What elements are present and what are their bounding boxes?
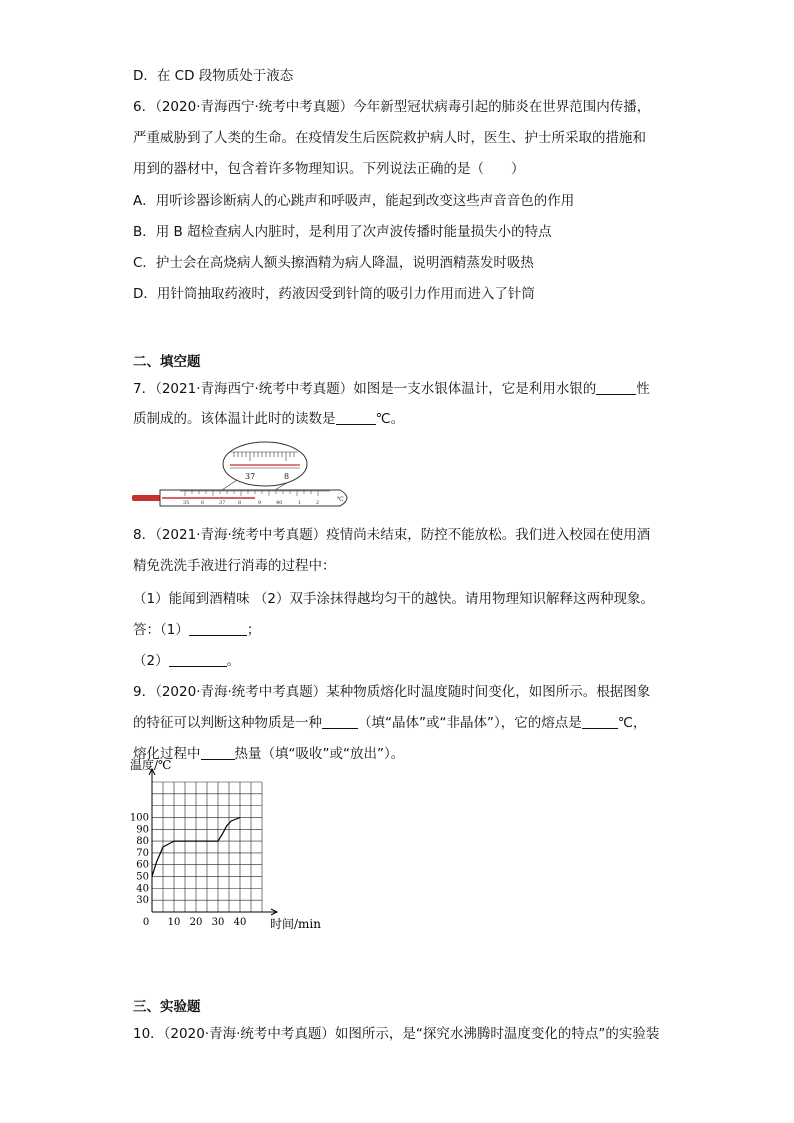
q7-line-1 [133, 380, 650, 398]
melting-chart [129, 758, 330, 950]
y-tick-label: 70 [136, 847, 149, 859]
q10-line-1: 10．（2020·青海·统考中考真题）如图所示，是“探究水沸腾时温度变化的特点”的实验装 [133, 1026, 660, 1042]
q8-answer-2 [133, 652, 240, 670]
q9-line-2 [133, 714, 646, 732]
q6-line-3: 用到的器材中，包含着许多物理知识。下列说法正确的是（ ） [133, 161, 525, 177]
q9-line2-b: （填“晶体”或“非晶体”），它的熔点是 [358, 715, 582, 731]
section-title-fill-in: 二、填空题 [133, 354, 201, 370]
scale-label: 9 [258, 500, 262, 506]
q8-answer-2-label: （2） [133, 653, 169, 669]
scale-unit: ℃ [337, 496, 344, 503]
scale-label: 37 [219, 500, 226, 506]
q5-option-d: D．在 CD 段物质处于液态 [133, 68, 294, 84]
q7-blank-1[interactable] [596, 380, 636, 395]
y-tick-label: 90 [136, 824, 149, 836]
scale-label: 6 [201, 500, 205, 506]
x-tick-label: 40 [233, 917, 247, 928]
zoom-magnifier [223, 442, 307, 486]
scale-label: 1 [298, 500, 302, 506]
scale-label: 8 [238, 500, 242, 506]
q9-blank-3[interactable] [201, 745, 235, 760]
x-tick-label: 0 [142, 917, 150, 928]
x-axis-label: 时间/min [270, 917, 321, 931]
thermometer-bulb [132, 495, 162, 501]
y-tick-label: 60 [136, 859, 149, 871]
q9-line2-c: ℃， [617, 715, 647, 731]
q7-line-2 [133, 410, 404, 428]
q8-answer-1-end: ； [246, 622, 261, 638]
zoom-label: 37 [245, 472, 256, 481]
q9-line3-b: 热量（填“吸收”或“放出”）。 [234, 746, 405, 762]
section-title-experiment: 三、实验题 [133, 999, 201, 1015]
q8-answer-1-label: 答：（1） [133, 622, 189, 638]
y-tick-label: 30 [136, 895, 149, 907]
q8-blank-2[interactable] [169, 652, 227, 667]
q7-line1-end: 性 [636, 381, 650, 397]
scale-label: 35 [183, 500, 190, 506]
x-tick-label: 30 [211, 917, 225, 928]
y-tick-label: 100 [129, 812, 149, 824]
y-tick-label: 50 [136, 871, 149, 883]
x-tick-label: 20 [189, 917, 203, 928]
q7-line2-text: 质制成的。该体温计此时的读数是 [133, 411, 336, 427]
q8-line-3: （1）能闻到酒精味 （2）双手涂抹得越均匀干的越快。请用物理知识解释这两种现象。 [133, 591, 654, 607]
x-tick-label: 10 [167, 917, 181, 928]
q9-blank-1[interactable] [322, 714, 358, 729]
thermometer-figure [130, 440, 360, 510]
scale-label: 2 [316, 500, 320, 506]
q6-line-1: 6．（2020·青海西宁·统考中考真题）今年新型冠状病毒引起的肺炎在世界范围内传播， [133, 99, 651, 115]
q7-line2-end: ℃。 [375, 411, 405, 427]
q9-line3-a: 熔化过程中 [133, 746, 201, 762]
q7-line1-text: 7．（2021·青海西宁·统考中考真题）如图是一支水银体温计，它是利用水银的 [133, 381, 597, 397]
y-tick-label: 80 [136, 836, 149, 848]
q9-blank-2[interactable] [582, 714, 618, 729]
y-axis-label: 温度/℃ [130, 758, 172, 772]
q9-line-1: 9．（2020·青海·统考中考真题）某种物质熔化时温度随时间变化，如图所示。根据图象 [133, 684, 651, 700]
q6-option-a: A．用听诊器诊断病人的心跳声和呼吸声，能起到改变这些声音音色的作用 [133, 193, 575, 209]
q8-answer-1 [133, 621, 260, 639]
q6-option-b: B．用 B 超检查病人内脏时，是利用了次声波传播时能量损失小的特点 [133, 224, 552, 240]
zoom-label: 8 [284, 472, 290, 481]
q7-blank-2[interactable] [336, 410, 376, 425]
scale-label: 40 [276, 500, 283, 506]
q8-blank-1[interactable] [189, 621, 247, 636]
q6-option-d: D．用针筒抽取药液时，药液因受到针筒的吸引力作用而进入了针筒 [133, 286, 535, 302]
q9-line-3 [133, 745, 404, 763]
q8-line-1: 8．（2021·青海·统考中考真题）疫情尚未结束，防控不能放松。我们进入校园在使用酒 [133, 527, 651, 543]
q6-option-c: C．护士会在高烧病人额头擦酒精为病人降温，说明酒精蒸发时吸热 [133, 255, 534, 271]
q8-line-2: 精免洗洗手液进行消毒的过程中： [133, 558, 336, 574]
q8-answer-2-end: 。 [226, 653, 241, 669]
q6-line-2: 严重威胁到了人类的生命。在疫情发生后医院救护病人时，医生、护士所采取的措施和 [133, 130, 646, 146]
y-tick-label: 40 [136, 883, 149, 895]
q9-line2-a: 的特征可以判断这种物质是一种 [133, 715, 322, 731]
